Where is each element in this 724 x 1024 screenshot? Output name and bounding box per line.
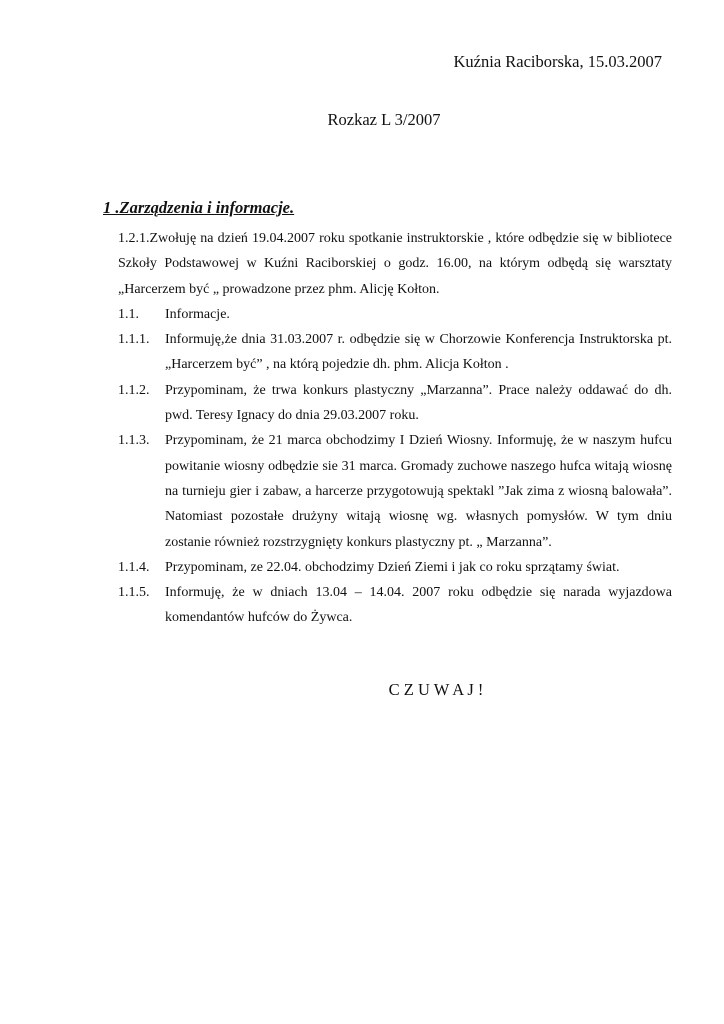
section-content [118,226,672,631]
item-text: Przypominam, że 21 marca obchodzimy I Dzień Wiosny. Informuję, że w naszym hufcu powitanie wiosny odbędzie sie 31 marca. Gromady zuchowe naszego hufca witają wiosnę na turnieju gier i zabaw, a harcerze przygotowują spektakl ”Jak zima z wiosną balowała”. Natomiast pozostałe drużyny witają wiosnę wg. własnych pomysłów. W tym dniu zostanie również rozstrzygnięty konkurs plastyczny pt. „ Marzanna”. [165,433,672,550]
item-number: 1.1.5. [118,585,150,601]
list-item [118,378,672,429]
item-number: 1.1.3. [118,433,150,449]
item-text: Informuję,że dnia 31.03.2007 r. odbędzie się w Chorzowie Konferencja Instruktorska pt. „Harcerzem być” , na którą pojedzie dh. phm. Alicja Kołton . [165,332,672,373]
list-item [118,428,672,554]
item-number: 1.1.4. [118,559,150,575]
intro-paragraph: 1.2.1.Zwołuję na dzień 19.04.2007 roku spotkanie instruktorskie , które odbędzie się w bibliotece Szkoły Podstawowej w Kuźni Raciborskiej o godz. 16.00, na którym odbędą się warsztaty „Harcerzem być „ prowadzone przez phm. Alicję Kołton. [118,231,672,297]
item-text: Przypominam, ze 22.04. obchodzimy Dzień Ziemi i jak co roku sprzątamy świat. [165,559,620,575]
item-text: Informacje. [165,306,230,322]
closing-salutation: C Z U W A J ! [388,680,484,699]
item-text: Informuję, że w dniach 13.04 – 14.04. 2007 roku odbędzie się narada wyjazdowa komendantów hufców do Żywca. [165,585,672,626]
section-heading: 1 .Zarządzenia i informacje. [103,198,295,217]
list-item [118,580,672,631]
document-title: Rozkaz L 3/2007 [327,110,441,129]
document-date: Kuźnia Raciborska, 15.03.2007 [453,52,662,71]
item-number: 1.1.1. [118,332,150,348]
list-item [118,555,672,580]
item-text: Przypominam, że trwa konkurs plastyczny „Marzanna”. Prace należy oddawać do dh. pwd. Teresy Ignacy do dnia 29.03.2007 roku. [165,382,672,424]
list-item [118,302,672,327]
item-number: 1.1. [118,306,139,322]
list-item [118,327,672,378]
item-number: 1.1.2. [118,382,150,398]
